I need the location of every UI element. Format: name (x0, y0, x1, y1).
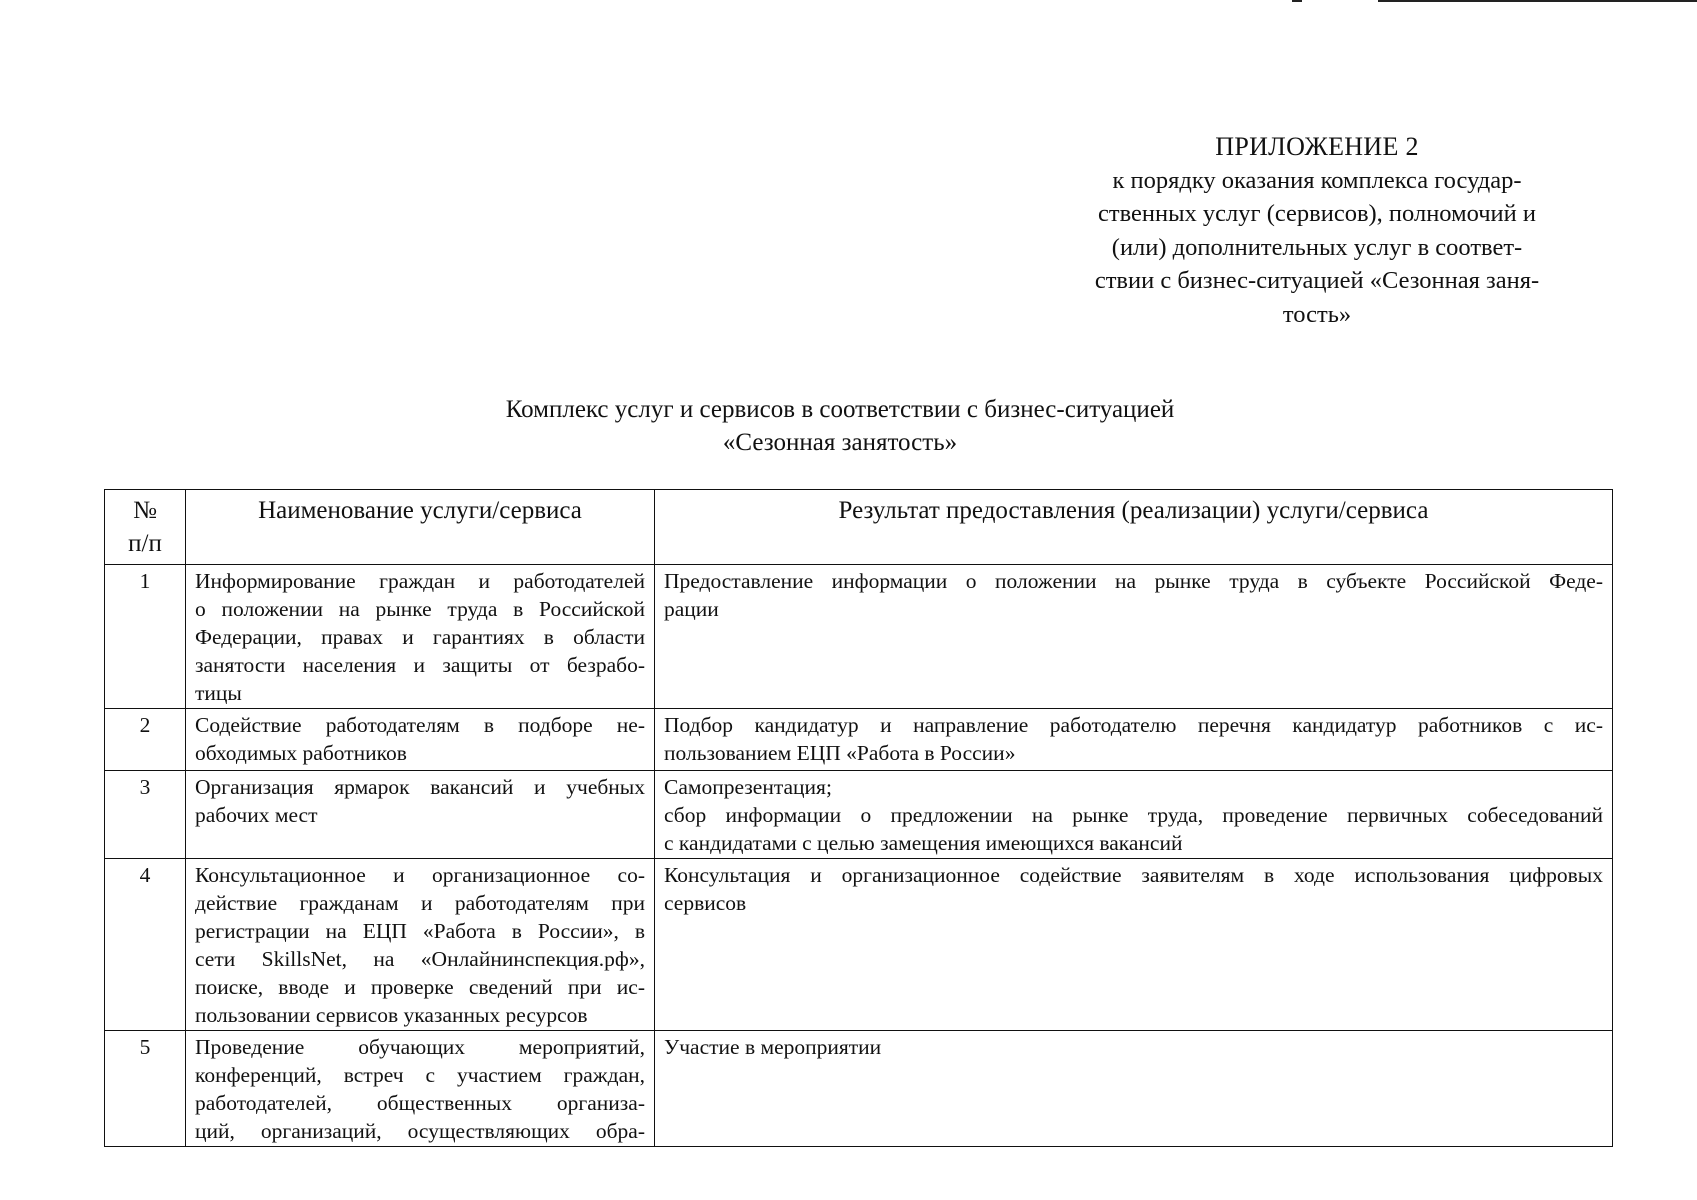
text-line: тицы (195, 681, 242, 705)
text-line: Предоставление информации о положении на рынке труда в субъекте Российской Феде- (664, 569, 1603, 593)
table-row (105, 1031, 1613, 1147)
appendix-line: (или) дополнительных услуг в соответ- (1111, 233, 1523, 261)
table-row (105, 771, 1613, 859)
table-header-row (105, 490, 1613, 565)
text-line: Подбор кандидатур и направление работодателю перечня кандидатур работников с ис- (664, 713, 1603, 737)
text-line: пользовании сервисов указанных ресурсов (195, 1003, 588, 1027)
text-line: с кандидатами с целью замещения имеющихся вакансий (664, 831, 1183, 855)
text-line: конференций, встреч с участием граждан, (195, 1063, 645, 1087)
appendix-title: ПРИЛОЖЕНИЕ 2 (1215, 132, 1419, 161)
text-line: действие гражданам и работодателям при (195, 891, 645, 915)
scan-mark-left (1292, 0, 1302, 2)
text-line: Консультационное и организационное со- (195, 863, 645, 887)
service-result (655, 859, 1613, 1031)
header-number-line: п/п (128, 530, 162, 557)
text-line: Участие в мероприятии (664, 1035, 882, 1059)
text-line: Содействие работодателям в подборе не- (195, 713, 645, 737)
text-line: сервисов (664, 891, 747, 915)
service-name (186, 771, 655, 859)
service-result (655, 709, 1613, 771)
row-number: 2 (105, 709, 186, 771)
text-line: Консультация и организационное содействие заявителям в ходе использования цифровых (664, 863, 1603, 887)
table-row (105, 565, 1613, 709)
document-title-line: Комплекс услуг и сервисов в соответствии с бизнес-ситуацией (505, 396, 1175, 423)
service-result (655, 771, 1613, 859)
services-table (104, 489, 1613, 1147)
text-line: занятости населения и защиты от безрабо- (195, 653, 645, 677)
row-number: 4 (105, 859, 186, 1031)
text-line: Федерации, правах и гарантиях в области (195, 625, 645, 649)
text-line: ций, организаций, осуществляющих обра- (195, 1119, 645, 1143)
text-line: обходимых работников (195, 741, 407, 765)
service-name (186, 859, 655, 1031)
header-service-name: Наименование услуги/сервиса (186, 490, 655, 565)
row-number: 1 (105, 565, 186, 709)
text-line: Проведение обучающих мероприятий, (195, 1035, 645, 1059)
appendix-line: ствии с бизнес-ситуацией «Сезонная заня- (1094, 267, 1540, 294)
service-result (655, 565, 1613, 709)
document-title (330, 393, 1350, 459)
text-line: сбор информации о предложении на рынке труда, проведение первичных собеседований (664, 803, 1603, 827)
text-line: рации (664, 597, 719, 621)
text-line: рабочих мест (195, 803, 318, 827)
text-line: работодателей, общественных организа- (195, 1091, 645, 1115)
text-line: сети SkillsNet, на «Онлайнинспекция.рф», (195, 947, 645, 971)
document-title-line: «Сезонная занятость» (722, 429, 958, 456)
text-line: о положении на рынке труда в Российской (195, 597, 645, 621)
header-number (105, 490, 186, 565)
text-line: Самопрезентация; (664, 775, 832, 799)
appendix-line: тость» (1282, 300, 1352, 328)
scan-mark-right (1378, 0, 1697, 2)
text-line: Организация ярмарок вакансий и учебных (195, 775, 645, 799)
appendix-line: ственных услуг (сервисов), полномочий и (1097, 200, 1536, 227)
service-name (186, 709, 655, 771)
text-line: регистрации на ЕЦП «Работа в России», в (195, 919, 645, 943)
row-number: 5 (105, 1031, 186, 1147)
appendix-line: к порядку оказания комплекса государ- (1112, 166, 1522, 194)
service-name (186, 565, 655, 709)
service-name (186, 1031, 655, 1147)
service-result (655, 1031, 1613, 1147)
table-row (105, 859, 1613, 1031)
text-line: Информирование граждан и работодателей (195, 569, 645, 593)
header-number-line: № (133, 497, 157, 524)
text-line: поиске, вводе и проверке сведений при ис- (195, 975, 645, 999)
table-row (105, 709, 1613, 771)
text-line: пользованием ЕЦП «Работа в России» (664, 741, 1016, 765)
row-number: 3 (105, 771, 186, 859)
header-service-result: Результат предоставления (реализации) услуги/сервиса (655, 490, 1613, 565)
appendix-header (1052, 130, 1582, 331)
